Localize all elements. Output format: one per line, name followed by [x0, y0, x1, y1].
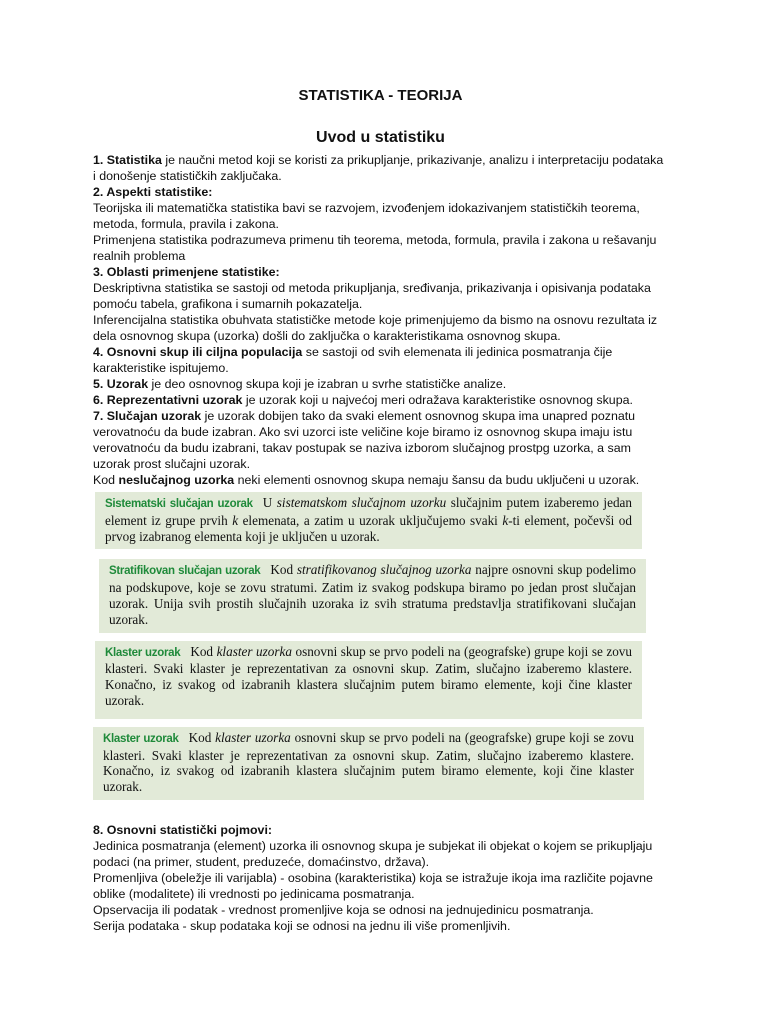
paragraph-8c: Opservacija ili podatak - vrednost promenljive koja se odnosi na jednujedinicu posmatranja. [93, 902, 594, 917]
paragraph-3b: Inferencijalna statistika obuhvata statističke metode koje primenjujemo da bismo na osnovu rezultata iz dela osnovnog skupa (uzorka) došli do zaključka o karakteristikama osnovnog skupa. [93, 313, 658, 343]
heading-3: 3. Oblasti primenjene statistike: [93, 265, 280, 279]
paragraph-2a: Teorijska ili matematička statistika bavi se razvojem, izvođenjem idokazivanjem statističkih teorema, metoda, formula, pravila i zakona. [93, 201, 640, 231]
paragraph-1: 1. Statistika je naučni metod koji se koristi za prikupljanje, prikazivanje, analizu i interpretaciju podataka i donošenje statističkih zaključaka. [93, 153, 664, 183]
definition-box-cluster-2: Klaster uzorak Kod klaster uzorka osnovni skup se prvo podeli na (geografske) grupe koji se zovu klasteri. Svaki klaster je reprezentativan za osnovni skup. Zatim, slučajno izaberemo klastere. Konačno, iz svakog od izabranih klastera slučajnim putem biramo elemente, koji čine klaster uzorak. [93, 727, 644, 800]
box-label: Klaster uzorak [105, 646, 181, 659]
heading-2: 2. Aspekti statistike: [93, 185, 213, 199]
heading-8: 8. Osnovni statistički pojmovi: [93, 822, 273, 837]
paragraph-5: 5. Uzorak je deo osnovnog skupa koji je izabran u svrhe statističke analize. [93, 377, 507, 391]
paragraph-2b: Primenjena statistika podrazumeva primenu tih teorema, metoda, formula, pravila i zakona u rešavanju realnih problema [93, 233, 657, 263]
definition-box-systematic: Sistematski slučajan uzorak U sistematskom slučajnom uzorku slučajnim putem izaberemo jedan element iz grupe prvih k elemenata, a zatim u uzorak uključujemo svaki k-ti element, počevši od prvog izabranog elementa koji je uključen u uzorak. [95, 492, 642, 549]
paragraph-8b: Promenljiva (obeležje ili varijabla) - osobina (karakteristika) koja se istražuje ikoja ima različite pojavne oblike (modalitete) ili vrednosti po jedinicama posmatranja. [93, 870, 653, 901]
box-label: Stratifikovan slučajan uzorak [109, 565, 261, 578]
box-label: Sistematski slučajan uzorak [105, 498, 253, 510]
paragraph-7: 7. Slučajan uzorak je uzorak dobijen tako da svaki element osnovnog skupa ima unapred poznatu verovatnoću da bude izabran. Ako svi uzorci iste veličine koje biramo iz osnovnog skupa imaju istu verovatnoću da budu izabrani, takav postupak se naziva izborom slučajnog prostpg uzorka, a sam uzorak prost slučajni uzorak. [93, 409, 636, 471]
paragraph-6: 6. Reprezentativni uzorak je uzorak koji u najvećoj meri odražava karakteristike osnovnog skupa. [93, 393, 633, 407]
paragraph-8d: Serija podataka - skup podataka koji se odnosi na jednu ili više promenljivih. [93, 918, 511, 933]
paragraph-4: 4. Osnovni skup ili ciljna populacija se sastoji od svih elemenata ili jedinica posmatranja čije karakteristike ispitujemo. [93, 345, 613, 375]
definition-box-stratified: Stratifikovan slučajan uzorak Kod stratifikovanog slučajnog uzorka najpre osnovni skup podelimo na podskupove, koje se zovu stratumi. Zatim iz svakog podskupa biramo po jedan prost slučajan uzorak. Unija svih prostih slučajnih uzoraka iz svih stratuma predstavlja stratifikovani slučajan uzorak. [99, 559, 646, 632]
document-title: STATISTIKA - TEORIJA [298, 87, 463, 104]
paragraph-3a: Deskriptivna statistika se sastoji od metoda prikupljanja, sređivanja, prikazivanja i opisivanja podataka pomoću tabela, grafikona i sumarnih pokazatelja. [93, 281, 651, 311]
box-label: Klaster uzorak [103, 732, 179, 745]
paragraph-7b: Kod neslučajnog uzorka neki elementi osnovnog skupa nemaju šansu da budu uključeni u uzorak. [93, 473, 640, 487]
section-title: Uvod u statistiku [316, 129, 445, 146]
definition-box-cluster: Klaster uzorak Kod klaster uzorka osnovni skup se prvo podeli na (geografske) grupe koji se zovu klasteri. Svaki klaster je reprezentativan za osnovni skup. Zatim, slučajno izaberemo klastere. Konačno, iz svakog od izabranih klastera slučajnim putem biramo elemente, koji čine klaster uzorak. [95, 641, 642, 719]
paragraph-8a: Jedinica posmatranja (element) uzorka ili osnovnog skupa je subjekat ili objekat o kojem se prikupljaju podaci (na primer, student, preduzeće, domaćinstvo, država). [93, 838, 653, 869]
